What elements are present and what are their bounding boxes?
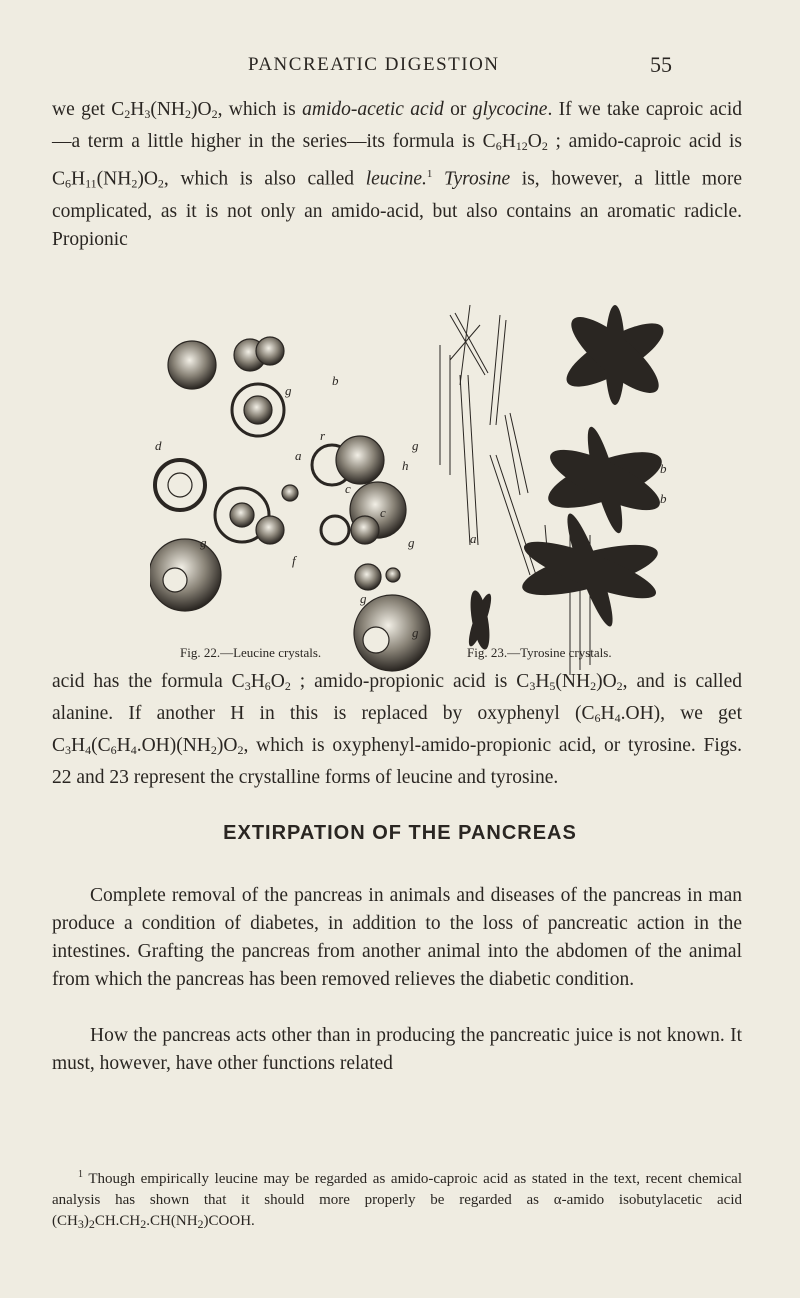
fig-label: f [292,553,296,568]
footnote-ref: 1 [426,168,433,180]
footnote: $^1$ Though empirically leucine may be regarded as amido-caproic acid as stated in the text, recent chemical analysis has shown that it should more properly be regarded as α-amido isobutylacetic acid $(CH_3)_2CH.CH_2.CH(NH_2)COOH$. [52,1169,742,1231]
footnote-mark: 1 [78,1169,83,1180]
fig-label: b [660,491,667,506]
fig-label: b [332,373,339,388]
term-leucine: leucine. [365,168,427,190]
fig-label: h [402,458,409,473]
fig-label: c [380,505,386,520]
fig-label: g [285,383,292,398]
page-header [0,36,800,76]
fig-label: g [412,438,419,453]
paragraph-1: we get $C_2H_3(NH_2)O_2$, which is amido-acetic acid or glycocine. If we take caproic acid—a term a little higher in the series—its formula is $C_6H_{12}O_2$ ; amido-caproic acid is $C_6H_{11}(NH_2)O_2$, which is also called leucine.$^1$ Tyrosine is, however, a little more complicated, as it is not only an amido-acid, but also contains an aromatic radicle. Propionic [52,99,743,250]
crystal-illustration [150,285,690,675]
term-amido-acetic-acid: amido-acetic acid [302,99,444,120]
fig-label: g [408,535,415,550]
fig-label: g [360,591,367,606]
caption-fig-23: Fig. 23.—Tyrosine crystals. [467,645,612,660]
section-heading: EXTIRPATION OF THE PANCREAS [223,822,577,844]
paragraph-2: acid has the formula $C_3H_6O_2$ ; amido-propionic acid is $C_3H_5(NH_2)O_2$, and is called alanine. If another H in this is replaced by oxyphenyl $(C_6H_4.OH)$, we get $C_3H_4(C_6H_4.OH)(NH_2)O_2$, which is oxyphenyl-amido-propionic acid, or tyrosine. Figs. 22 and 23 represent the crystalline forms of leucine and tyrosine. [52,671,742,788]
fig-label: d [155,438,162,453]
fig-label: b [660,461,667,476]
fig-label: g [200,535,207,550]
paragraph-4: How the pancreas acts other than in producing the pancreatic juice is not known. It must, however, have other functions related [52,1025,742,1074]
paragraph-3: Complete removal of the pancreas in animals and diseases of the pancreas in man produce a condition of diabetes, in addition to the loss of pancreatic action in the intestines. Grafting the pancreas from another animal into the abdomen of the animal from which the pancreas has been removed relieves the diabetic condition. [52,885,742,990]
fig-label: a [470,531,477,546]
running-title: PANCREATIC DIGESTION [248,54,500,75]
fig-label: a [295,448,302,463]
term-glycocine: glycocine [472,99,548,120]
page-number: 55 [650,52,672,77]
caption-fig-22: Fig. 22.—Leucine crystals. [180,645,322,660]
fig-label: g [412,625,419,640]
fig-label: r [320,428,326,443]
figure-crystals [150,285,690,675]
term-tyrosine: Tyrosine [444,168,511,190]
fig-label: c [345,481,351,496]
